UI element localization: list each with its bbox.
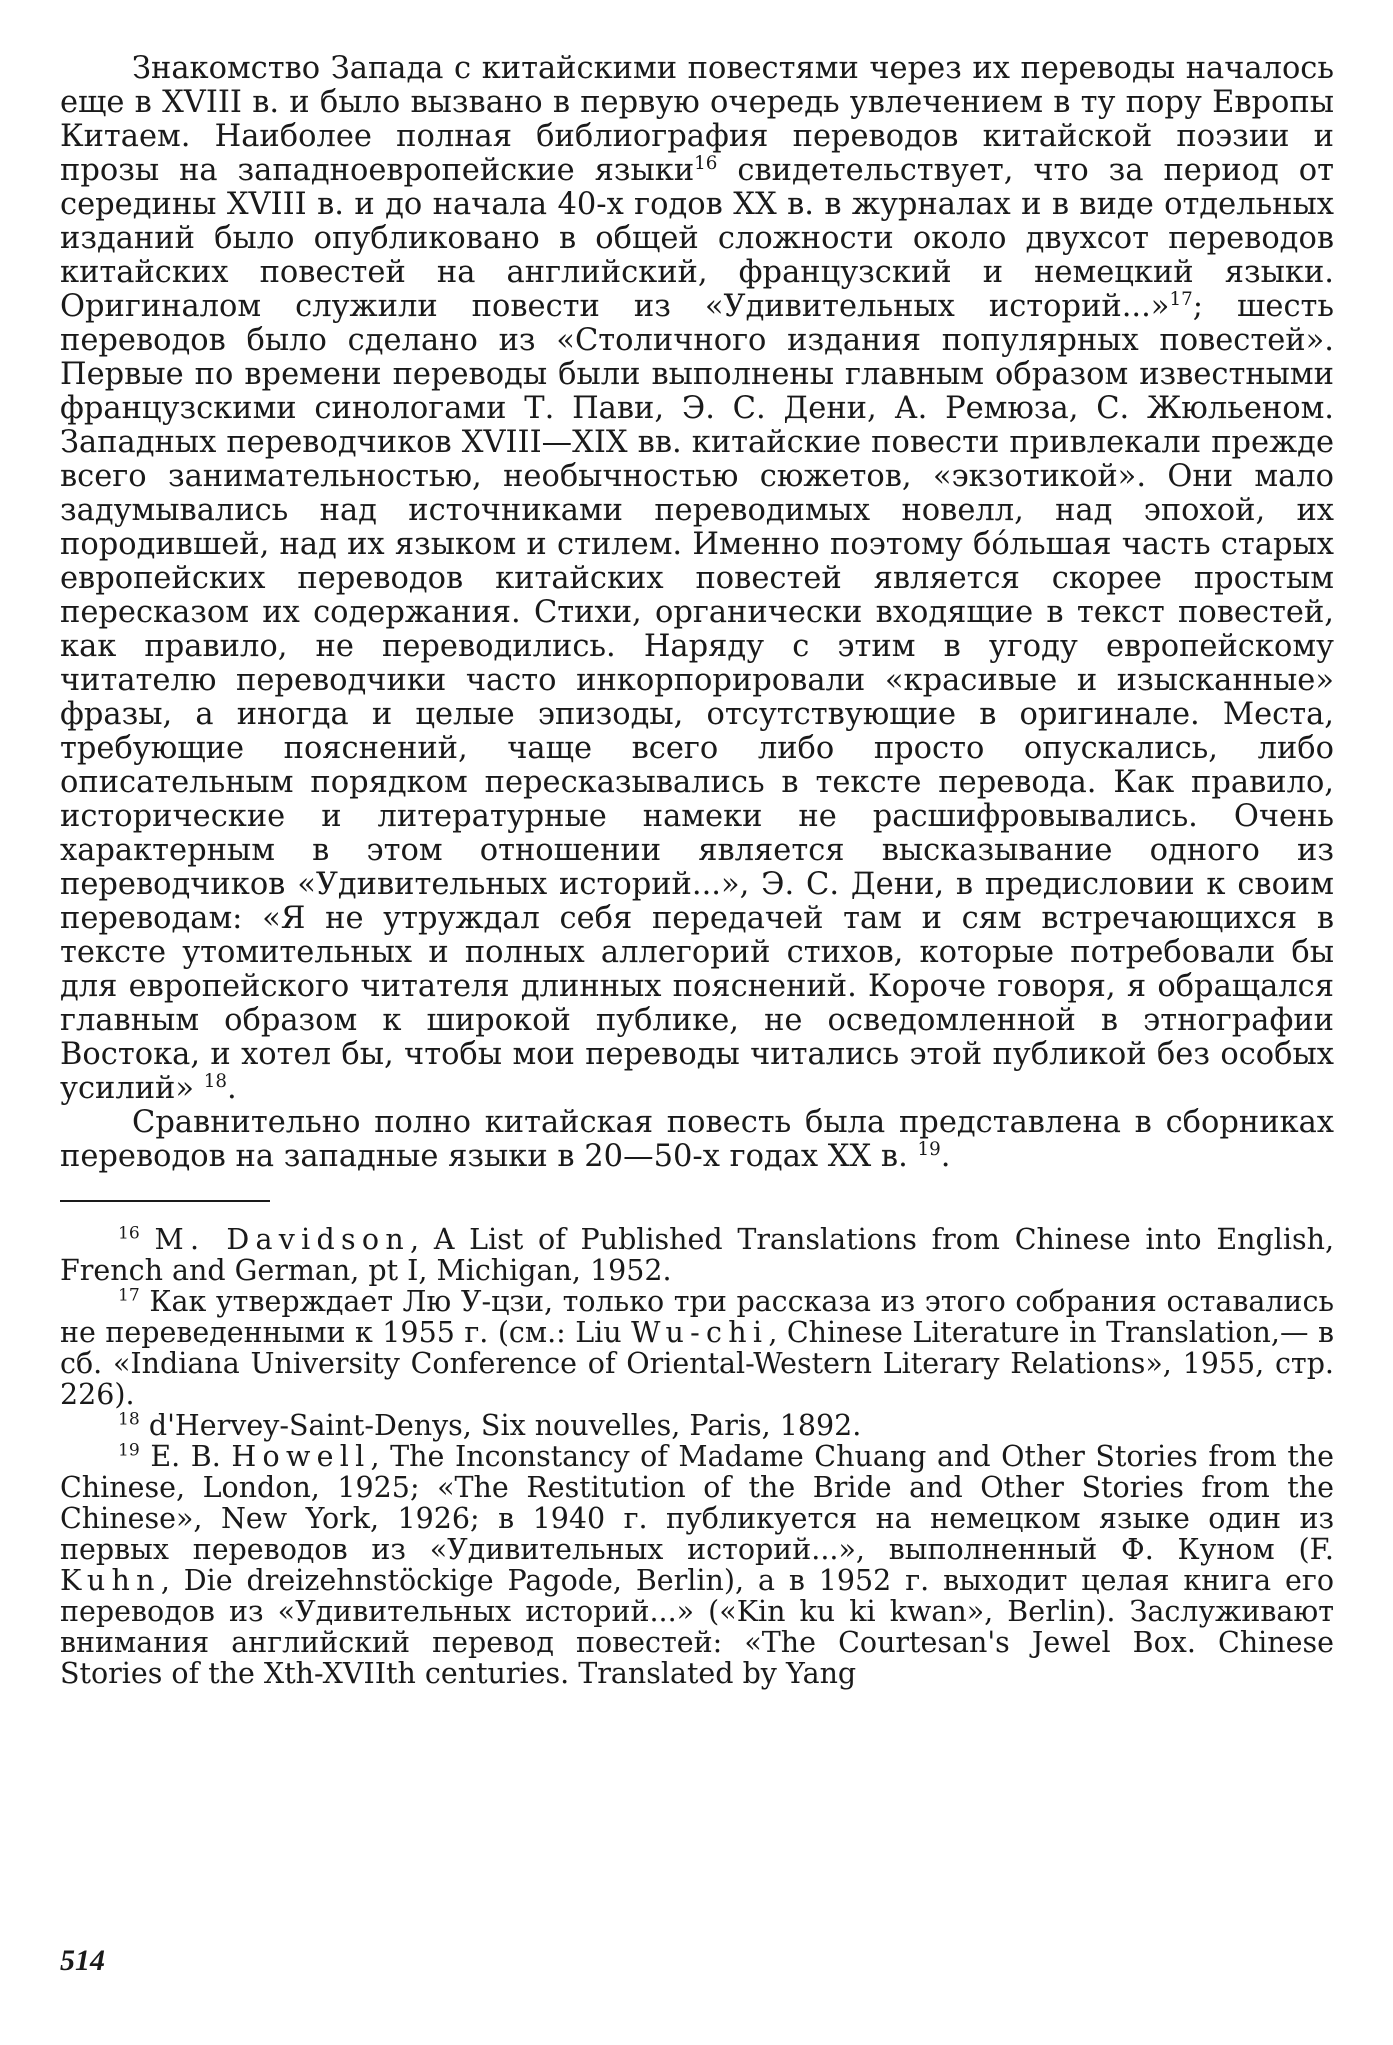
footnote-number: 16 (118, 1223, 140, 1244)
footnote-text: d'Hervey-Saint-Denys, Six nouvelles, Paris, 1892. (139, 1409, 862, 1442)
footnote-19 (60, 1441, 1334, 1689)
paragraph-1-part-2: свидетельствует, что за период от середины XVIII в. и до начала 40-х годов XX в. в журналах и в виде отдельных изданий было опубликовано в общей сложности около двухсот переводов китайских повестей на английский, французский и немецкий языки. Оригиналом служили повести из «Удивительных историй...» (60, 153, 1335, 324)
footnote-author: M. Davidson (154, 1223, 410, 1256)
footnote-ref-19: 19 (917, 1138, 941, 1160)
footnote-17 (60, 1286, 1334, 1410)
footnote-number: 17 (118, 1285, 140, 1306)
footnote-ref-18: 18 (203, 1070, 228, 1092)
footnote-text: E. B. (139, 1440, 232, 1473)
paragraph-1-part-4: . (227, 1071, 237, 1106)
footnote-ref-17: 17 (1169, 288, 1193, 310)
paragraph-2 (60, 1106, 1334, 1174)
page-number: 514 (60, 1944, 105, 1977)
paragraph-1-part-3: ; шесть переводов было сделано из «Столичного издания популярных повестей». Первые по времени переводы были выполнены главным образом известными французскими синологами Т. Пави, Э. С. Дени, А. Ремюза, С. Жюльеном. Западных переводчиков XVIII—XIX вв. китайские повести привлекали прежде всего занимательностью, необычностью сюжетов, «экзотикой». Они мало задумывались над источниками переводимых новелл, над эпохой, их породившей, над их языком и стилем. Именно поэтому бо́льшая часть старых европейских переводов китайских повестей является скорее простым пересказом их содержания. Стихи, органически входящие в текст повестей, как правило, не переводились. Наряду с этим в угоду европейскому читателю переводчики часто инкорпорировали «красивые и изысканные» фразы, а иногда и целые эпизоды, отсутствующие в оригинале. Места, требующие пояснений, чаще всего либо просто опускались, либо описательным порядком пересказывались в тексте перевода. Как правило, исторические и литературные намеки не расшифровывались. Очень характерным в этом отношении является высказывание одного из переводчиков «Удивительных историй...», Э. С. Дени, в предисловии к своим переводам: «Я не утруждал себя передачей там и сям встречающихся в тексте утомительных и полных аллегорий стихов, которые потребовали бы для европейского читателя длинных пояснений. Короче говоря, я обращался главным образом к широкой публике, не осведомленной в этнографии Востока, и хотел бы, чтобы мои переводы читались этой публикой без особых усилий» (60, 289, 1335, 1106)
footnote-number: 18 (118, 1409, 140, 1430)
footnote-author: Howell (231, 1440, 371, 1473)
footnote-text: , Chinese Literature in Translation,— в сб. «Indiana University Conference of Oriental-Western Literary Relations», 1955, стр. 226). (60, 1316, 1334, 1411)
footnote-author: Wu-chi (631, 1316, 769, 1349)
paragraph-2-part-1: Сравнительно полно китайская повесть была представлена в сборниках переводов на западные языки в 20—50-х годах XX в. (60, 1105, 1334, 1174)
footnote-number: 19 (118, 1440, 140, 1461)
paragraph-1-part-1: Знакомство Запада с китайскими повестями через их переводы началось еще в XVIII в. и было вызвано в первую очередь увлечением в ту пору Европы Китаем. Наиболее полная библиография переводов китайской поэзии и прозы на западноевропейские языки (60, 51, 1334, 188)
footnote-18 (60, 1410, 1334, 1441)
paragraph-1 (60, 52, 1334, 1106)
footnote-text: , A List of Published Translations from Chinese into English, French and German, pt I, Michigan, 1952. (60, 1223, 1335, 1287)
footnote-text: , Die dreizehnstöckige Pagode, Berlin), а в 1952 г. выходит целая книга его переводов из «Удивительных историй...» («Kin ku ki kwan», Berlin). Заслуживают внимания английский перевод повестей: «The Courtesan's Jewel Box. Chinese Stories of the Xth-XVIIth centuries. Translated by Yang (60, 1564, 1334, 1690)
footnote-ref-16: 16 (694, 152, 718, 174)
paragraph-2-part-2: . (940, 1139, 951, 1174)
page-content (60, 52, 1334, 1689)
footnote-text: Как утверждает Лю У-цзи, только три рассказа из этого собрания оставались не переведенными к 1955 г. (см.: Liu (60, 1285, 1334, 1349)
main-text (60, 52, 1334, 1174)
footnote-16 (60, 1224, 1334, 1286)
footnote-text: , The Inconstancy of Madame Chuang and Other Stories from the Chinese, London, 1925; «The Restitution of the Bride and Other Stories from the Chinese», New York, 1926; в 1940 г. публикуется на немецком языке один из первых переводов из «Удивительных историй...», выполненный Ф. Куном (F. (60, 1440, 1334, 1566)
footnote-author: Kuhn (60, 1564, 161, 1597)
footnote-divider (60, 1200, 270, 1202)
footnotes (60, 1224, 1334, 1689)
